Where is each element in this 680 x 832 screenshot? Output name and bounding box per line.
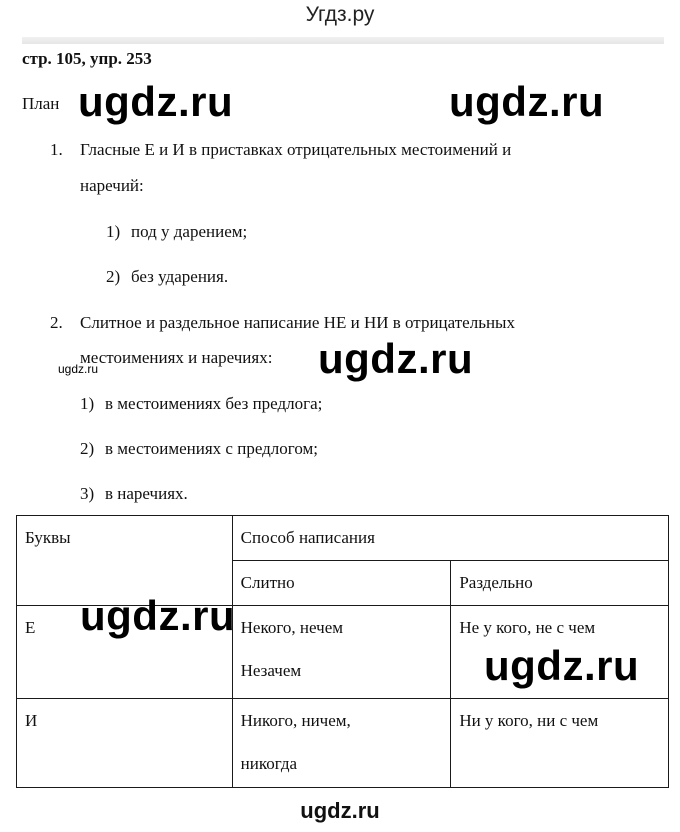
plan-item-text-continued: местоимениях и наречиях: [80, 348, 273, 367]
exercise-heading: стр. 105, упр. 253 [22, 49, 152, 68]
watermark-small: ugdz.ru [58, 362, 99, 376]
plan-subitem-text: под у дарением; [131, 222, 248, 241]
plan-subitem-number: 1) [106, 222, 121, 241]
plan-subitem-number: 3) [80, 484, 95, 503]
plan-item-number: 2. [50, 313, 63, 332]
watermark: ugdz.ru [80, 592, 236, 639]
plan-subitem-text: без ударения. [131, 267, 229, 286]
header-method-cell [232, 516, 668, 561]
subheader-merged: Слитно [240, 573, 295, 592]
plan-label: План [22, 94, 60, 113]
merged-line: Незачем [240, 661, 302, 680]
plan-subitem-text: в местоимениях без предлога; [105, 394, 323, 413]
plan-subitem-number: 2) [80, 439, 95, 458]
plan-subitem-number: 1) [80, 394, 95, 413]
plan-subitem-text: в местоимениях с предлогом; [105, 439, 318, 458]
watermark: ugdz.ru [78, 78, 234, 125]
plan-subitem-text: в наречиях. [105, 484, 188, 503]
letter-cell [17, 699, 233, 788]
table-row [17, 699, 669, 788]
subheader-separate: Раздельно [459, 573, 533, 592]
merged-cell [232, 699, 451, 788]
separate-cell [451, 699, 669, 788]
letter-value: Е [25, 618, 36, 637]
table-header-row [17, 516, 669, 561]
separate-value: Ни у кого, ни с чем [459, 711, 599, 730]
header-method: Способ написания [240, 528, 375, 547]
watermark: ugdz.ru [318, 335, 474, 382]
watermark-footer: ugdz.ru [300, 798, 380, 823]
subheader-separate-cell [451, 561, 669, 606]
separate-value: Не у кого, не с чем [459, 618, 596, 637]
merged-cell [232, 606, 451, 699]
plan-item-number: 1. [50, 140, 63, 159]
header-divider [22, 37, 664, 44]
header-letters: Буквы [25, 528, 71, 547]
merged-line: Никого, ничем, [240, 711, 351, 730]
watermark: ugdz.ru [449, 78, 605, 125]
watermark: ugdz.ru [484, 642, 640, 689]
letter-value: И [25, 711, 38, 730]
merged-line: Некого, нечем [240, 618, 343, 637]
subheader-merged-cell [232, 561, 451, 606]
merged-line: никогда [240, 754, 298, 773]
site-title: Угдз.ру [305, 3, 375, 26]
plan-item-text-continued: наречий: [80, 176, 144, 195]
plan-item-text: Гласные Е и И в приставках отрицательных местоимений и [80, 140, 512, 159]
plan-subitem-number: 2) [106, 267, 121, 286]
plan-item-text: Слитное и раздельное написание НЕ и НИ в отрицательных [80, 313, 515, 332]
